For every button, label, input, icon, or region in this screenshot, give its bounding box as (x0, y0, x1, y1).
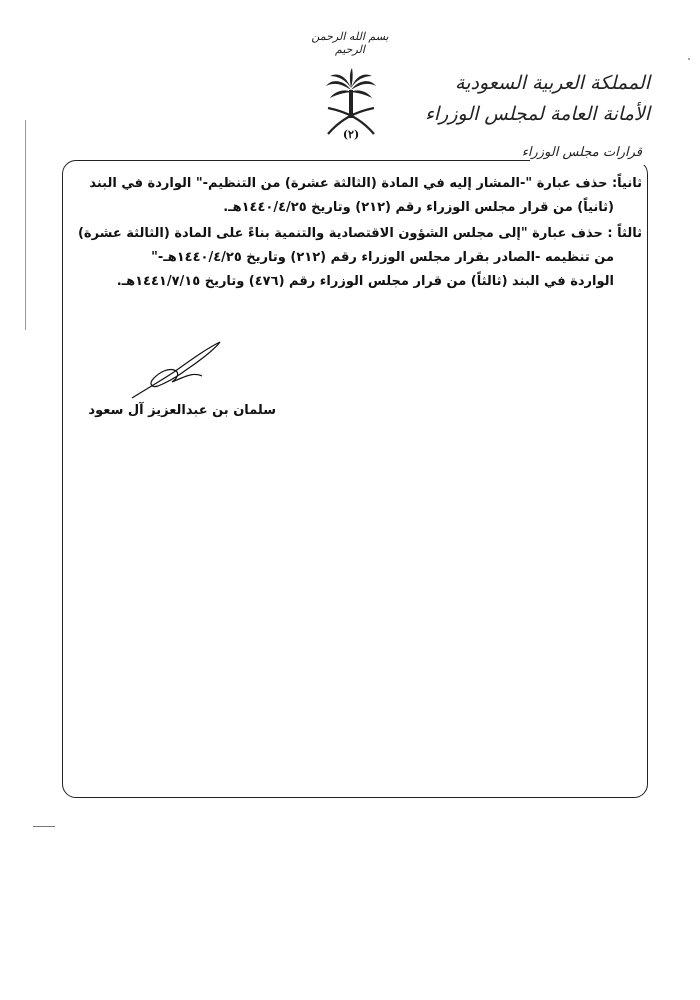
paragraph-third-lead: ثالثاً : حذف عبارة "إلى مجلس الشؤون الاقتصادية والتنمية بناءً على المادة (الثالثة عشرة) (77, 226, 642, 241)
page-number: (٢) (342, 128, 360, 141)
basmala: بسم الله الرحمن الرحيم (311, 30, 389, 56)
secretariat-title: الأمانة العامة لمجلس الوزراء (424, 103, 650, 125)
paragraph-second-cont: (ثانياً) من قرار مجلس الوزراء رقم (٢١٢) وتاريخ ١٤٤٠/٤/٢٥هـ. (223, 200, 614, 215)
paragraph-third (62, 222, 642, 294)
handwritten-signature (128, 340, 238, 400)
paragraph-second-lead: ثانياً: حذف عبارة "-المشار إليه في المادة (الثالثة عشرة) من التنظيم-" الواردة في البند (89, 176, 642, 191)
signer-name: سلمان بن عبدالعزيز آل سعود (88, 403, 276, 418)
margin-rule (25, 120, 26, 330)
paragraph-third-cont: من تنظيمه -الصادر بقرار مجلس الوزراء رقم (٢١٢) وتاريخ ١٤٤٠/٤/٢٥هـ-" (151, 250, 614, 265)
paragraph-second (62, 172, 642, 220)
decision-body (62, 172, 642, 296)
kingdom-title: المملكة العربية السعودية (455, 72, 650, 94)
margin-dash (33, 826, 55, 827)
paragraph-third-cont2: الواردة في البند (ثالثاً) من قرار مجلس الوزراء رقم (٤٧٦) وتاريخ ١٤٤١/٧/١٥هـ. (116, 274, 614, 289)
decisions-label: قرارات مجلس الوزراء (521, 145, 642, 160)
